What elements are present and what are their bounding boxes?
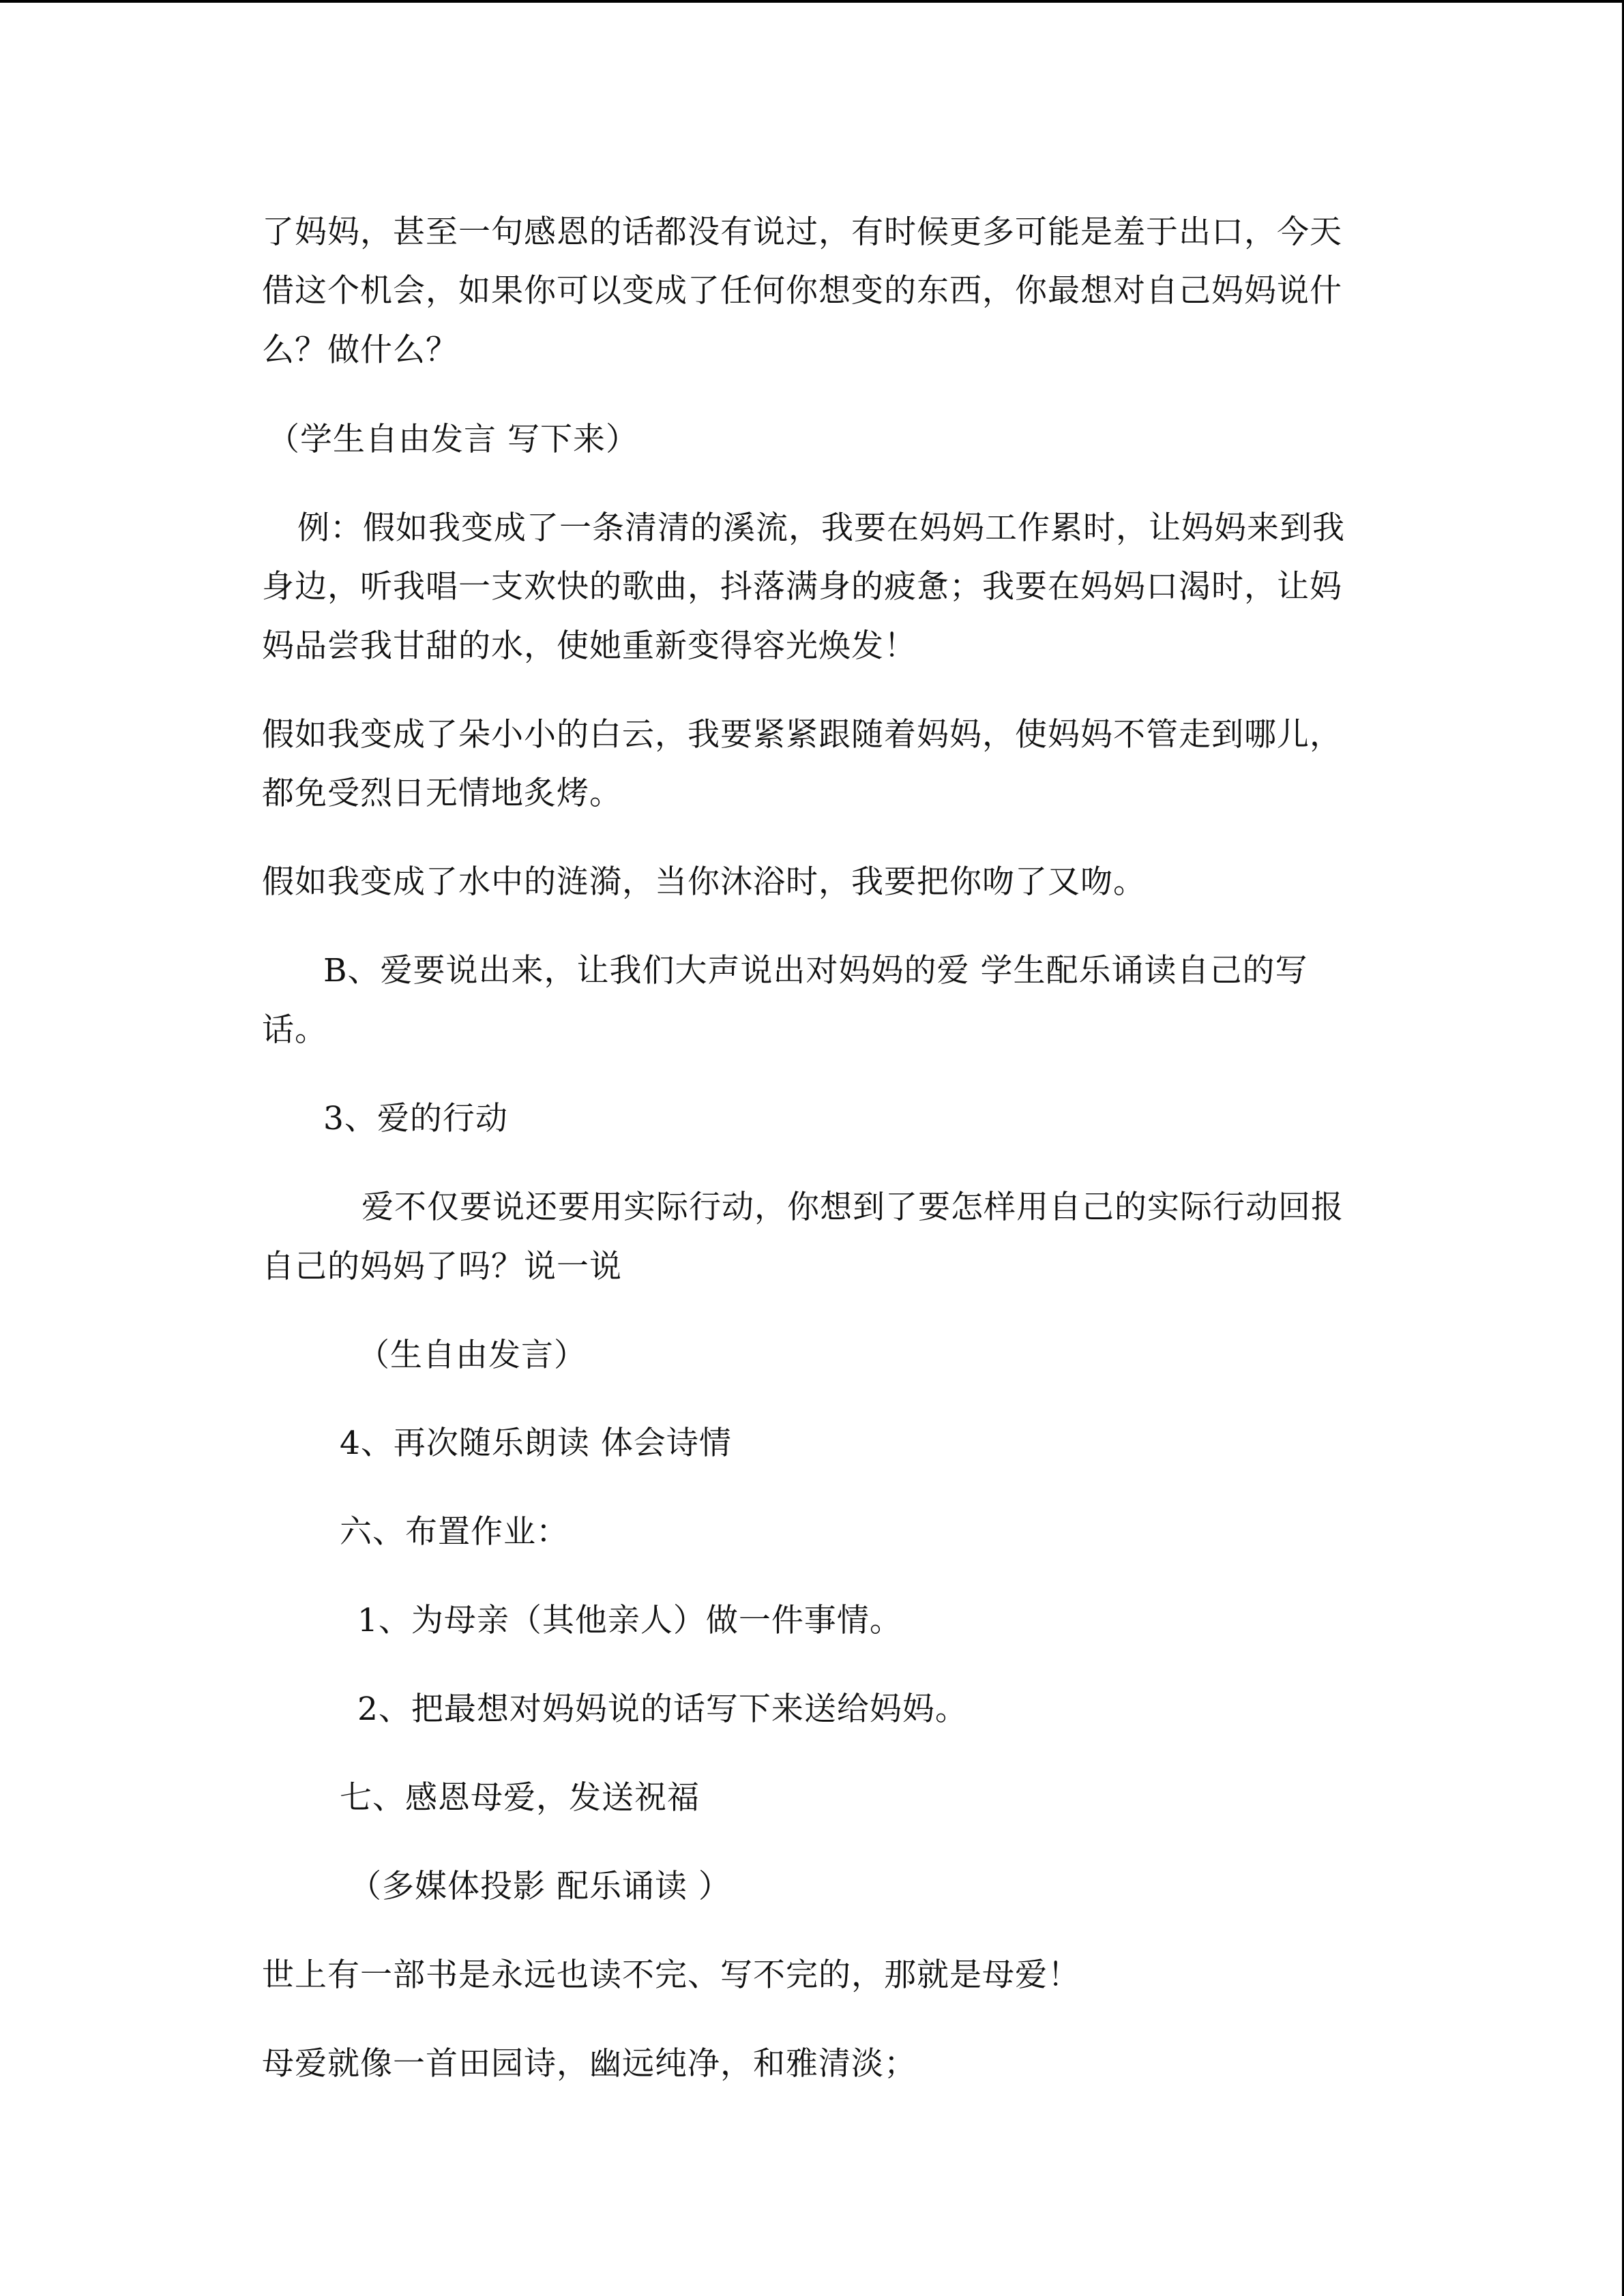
paragraph-line-2: 借这个机会，如果你可以变成了任何你想变的东西，你最想对自己妈妈说什 [262, 272, 1342, 310]
section-b-line-1: B、爱要说出来，让我们大声说出对妈妈的爱 学生配乐诵读自己的写 [323, 952, 1308, 989]
cloud-line-1: 假如我变成了朵小小的白云，我要紧紧跟随着妈妈，使妈妈不管走到哪儿， [262, 716, 1342, 754]
free-speech-note: （生自由发言） [357, 1337, 587, 1374]
student-speak-note: （学生自由发言 写下来） [267, 421, 638, 458]
homework-item-1: 1、为母亲（其他亲人）做一件事情。 [357, 1602, 902, 1639]
example-line-3: 妈品尝我甘甜的水，使她重新变得容光焕发！ [262, 627, 917, 665]
section-4-heading: 4、再次随乐朗读 体会诗情 [340, 1425, 732, 1462]
homework-heading: 六、布置作业： [340, 1513, 569, 1551]
paragraph-line-1: 了妈妈，甚至一句感恩的话都没有说过，有时候更多可能是羞于出口，今天 [262, 213, 1342, 251]
multimedia-note: （多媒体投影 配乐诵读 ） [349, 1868, 731, 1905]
closing-line-1: 世上有一部书是永远也读不完、写不完的，那就是母爱！ [262, 1956, 1080, 1994]
homework-item-2: 2、把最想对妈妈说的话写下来送给妈妈。 [357, 1690, 968, 1728]
page-border-top [0, 0, 1624, 3]
action-line-1: 爱不仅要说还要用实际行动，你想到了要怎样用自己的实际行动回报 [361, 1189, 1344, 1226]
ripple-line: 假如我变成了水中的涟漪，当你沐浴时，我要把你吻了又吻。 [262, 863, 1146, 901]
example-line-2: 身边，听我唱一支欢快的歌曲，抖落满身的疲惫；我要在妈妈口渴时，让妈 [262, 568, 1342, 606]
gratitude-heading: 七、感恩母爱，发送祝福 [340, 1779, 700, 1817]
example-line-1: 例：假如我变成了一条清清的溪流，我要在妈妈工作累时，让妈妈来到我 [297, 509, 1345, 547]
section-3-heading: 3、爱的行动 [323, 1100, 508, 1137]
cloud-line-2: 都免受烈日无情地炙烤。 [262, 775, 622, 812]
paragraph-line-3: 么？做什么？ [262, 331, 458, 369]
action-line-2: 自己的妈妈了吗？说一说 [262, 1248, 622, 1285]
section-b-line-2: 话。 [262, 1011, 327, 1049]
closing-line-2: 母爱就像一首田园诗，幽远纯净，和雅清淡； [262, 2045, 917, 2083]
